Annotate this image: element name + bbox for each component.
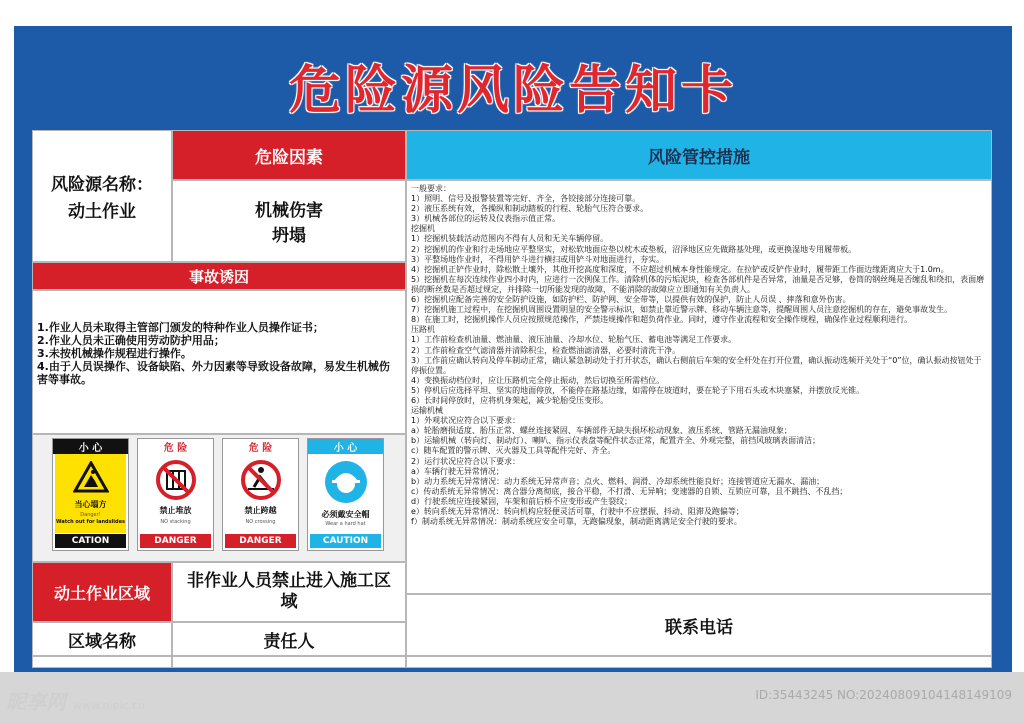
watermark-id: ID:35443245 NO:20240809104148149109	[755, 688, 1012, 702]
sign-foot: DANGER	[225, 534, 296, 548]
sign-sub: Danger!	[80, 512, 101, 518]
sign-sub: NO crossing	[245, 519, 276, 525]
cause-item: 3.未按机械操作规程进行操作。	[37, 347, 192, 360]
watermark-brand-name: 昵享网	[6, 690, 66, 714]
empty-cell	[172, 656, 406, 668]
sign-sub: Watch out for landslides	[56, 519, 125, 525]
risk-source-cell	[32, 130, 172, 262]
sign-caption: 当心塌方	[74, 500, 107, 509]
sign-wear-hard-hat	[307, 438, 384, 551]
hazard-item: 坍塌	[272, 226, 306, 246]
empty-cell	[406, 656, 992, 668]
hazard-header: 危险因素	[172, 130, 406, 180]
cause-item: 2.作业人员未正确使用劳动防护用品；	[37, 334, 225, 347]
responsible-person-cell: 责任人	[172, 622, 406, 656]
zone-notice: 非作业人员禁止进入施工区域	[172, 562, 406, 622]
hazard-item: 机械伤害	[255, 201, 323, 221]
sign-head: 危 险	[138, 439, 213, 454]
risk-card-board	[14, 26, 1012, 672]
hard-hat-icon	[323, 459, 369, 505]
empty-cell	[32, 656, 172, 668]
watermark-brand	[6, 686, 145, 715]
sign-head: 小 心	[53, 439, 128, 454]
sign-no-stacking	[137, 438, 214, 551]
sign-caption: 禁止跨越	[244, 506, 277, 515]
contact-phone-cell: 联系电话	[406, 594, 992, 656]
measures-header: 风险管控措施	[406, 130, 992, 180]
warning-triangle-icon	[73, 461, 109, 493]
no-stacking-icon	[155, 459, 197, 501]
sign-head: 危 险	[223, 439, 298, 454]
card-panel	[32, 130, 992, 668]
sign-head: 小 心	[308, 439, 383, 454]
sign-caption: 禁止堆放	[159, 506, 192, 515]
cause-header: 事故诱因	[32, 262, 406, 290]
sign-sub: Wear a hard hat	[325, 521, 366, 527]
sign-foot: CATION	[55, 534, 126, 548]
no-crossing-icon	[240, 459, 282, 501]
watermark-url: www.nipic.cn	[72, 699, 146, 712]
cause-item: 1.作业人员未取得主管部门颁发的特种作业人员操作证书；	[37, 321, 324, 334]
card-title: 危险源风险告知卡	[288, 61, 737, 121]
sign-no-crossing	[222, 438, 299, 551]
sign-caption: 必须戴安全帽	[321, 510, 370, 519]
measures-text: 一般要求： 1）照明、信号及报警装置等完好、齐全，各铰接部分连接可靠。 2）液压系统有效，各操纵和制动踏板的行程、轮胎气压符合要求。 3）机械各部位的运转及仪表指示值正常。 挖掘机 1）挖掘机装载活动范围内不得有人员和无关车辆停留。 2）挖掘机的作业和行走场地应平整坚实，对松软地面应垫以枕木或垫板，沼泽地区应先做路基处理，或更换湿地专用履带板。 3）平整场地作业时，不得用铲斗进行横扫或用铲斗对地面进行，夯实。 4）挖掘机正铲作业时，除松散土壤外，其他开挖高度和深度，不应超过机械本身性能规定。在拉铲或反铲作业时，履带距工作面边缘距离应大于1.0m。 5）挖掘机在每次连续作业四小时内，应进行一次例保工作。清除机体的污垢泥块，检查各部机件是否异常，油量是否足够，卷筒的钢丝绳是否缠乱和绕扣，表面磨损的断丝数是否超过规定，并排除一切所能发现的故障，不能消除的故障应立即通知有关负责人。 6）挖掘机应配备完善的安全防护设施，如防护栏、防护网、安全带等，以提供有效的保护，防止人员误 、摔落和意外伤害。 7）挖掘机施工过程中，在挖掘机周围设置明显的安全警示标识，如禁止靠近警示牌、移动车辆注意等，提醒周围人员注意挖掘机的存在，避免事故发生。 8）在施工时，挖掘机操作人员应按照规范操作，严禁违规操作和超负荷作业。同时，遵守作业流程和安全操作规程，确保作业过程顺利进行。 压路机 1）工作前检查机油量、燃油量、液压油量、冷却水位、轮胎气压、蓄电池等满足工作要求。 2）工作前检查空气滤清器并清除积尘，检查燃油滤清器，必要时清洗干净。 3）工作前应确认转向及停车制动正常，确认紧急制动处于打开状态，确认右侧前后车架的安全杆处在打开位置，确认振动选频开关处于“0”位，确认振动按钮处于停振位置。 4）变换振动档位时，应让压路机完全停止振动，然后切换至所需档位。 5）停机后应选择平坦、坚实的地面停放，不能停在路基边缘，如需停在坡道时，要在轮子下用石头或木块塞紧，并摆放反光锥。 6）长时间停放时，应将机身架起，减少轮胎受压变形。 运输机械 1）外观状况应符合以下要求： a）轮胎磨损适度、胎压正常、螺丝连接紧固、车辆部件无缺失损坏松动现象、液压系统、管路无漏油现象； b）运输机械（转向灯、制动灯）、喇叭、指示仪表盘等配件状态正常，配置齐全、外观完整，前挡风玻璃表面清洁； c）随车配置的警示牌、灭火器及工具等配件完好、齐全。 2）运行状况应符合以下要求： a）车辆行驶无异常情况； b）动力系统无异常情况：动力系统无异常声音；点火、燃料、润滑、冷却系统性能良好；连接管道应无漏水、漏油； c）传动系统无异常情况：离合器分离彻底，接合平稳，不打滑、无异响；变速器的自锁、互锁应可靠，且不跳挡、不乱挡； d）行驶系统应连接紧固，车架和前后桥不应变形或产生裂纹； e）转向系统无异常情况：转向机构应轻便灵活可靠，行驶中不应摆振、抖动、阻滞及跑偏等； f）制动系统无异常情况：制动系统应安全可靠，无跑偏现象，制动距离满足安全行驶的要求。	[406, 180, 992, 594]
sign-foot: CAUTION	[310, 534, 381, 548]
sign-foot: DANGER	[140, 534, 211, 548]
sign-caution-landslide	[52, 438, 129, 551]
sign-sub: NO stacking	[160, 519, 191, 525]
cause-item: 4.由于人员误操作、设备缺陷、外力因素等导致设备故障，易发生机械伤害等事故。	[37, 360, 390, 386]
area-name-cell: 区域名称	[32, 622, 172, 656]
risk-source-label: 风险源名称：	[51, 175, 153, 195]
risk-source-value: 动土作业	[68, 202, 136, 222]
zone-label: 动土作业区域	[32, 562, 172, 622]
hazards-cell	[172, 180, 406, 262]
causes-cell	[32, 290, 406, 434]
